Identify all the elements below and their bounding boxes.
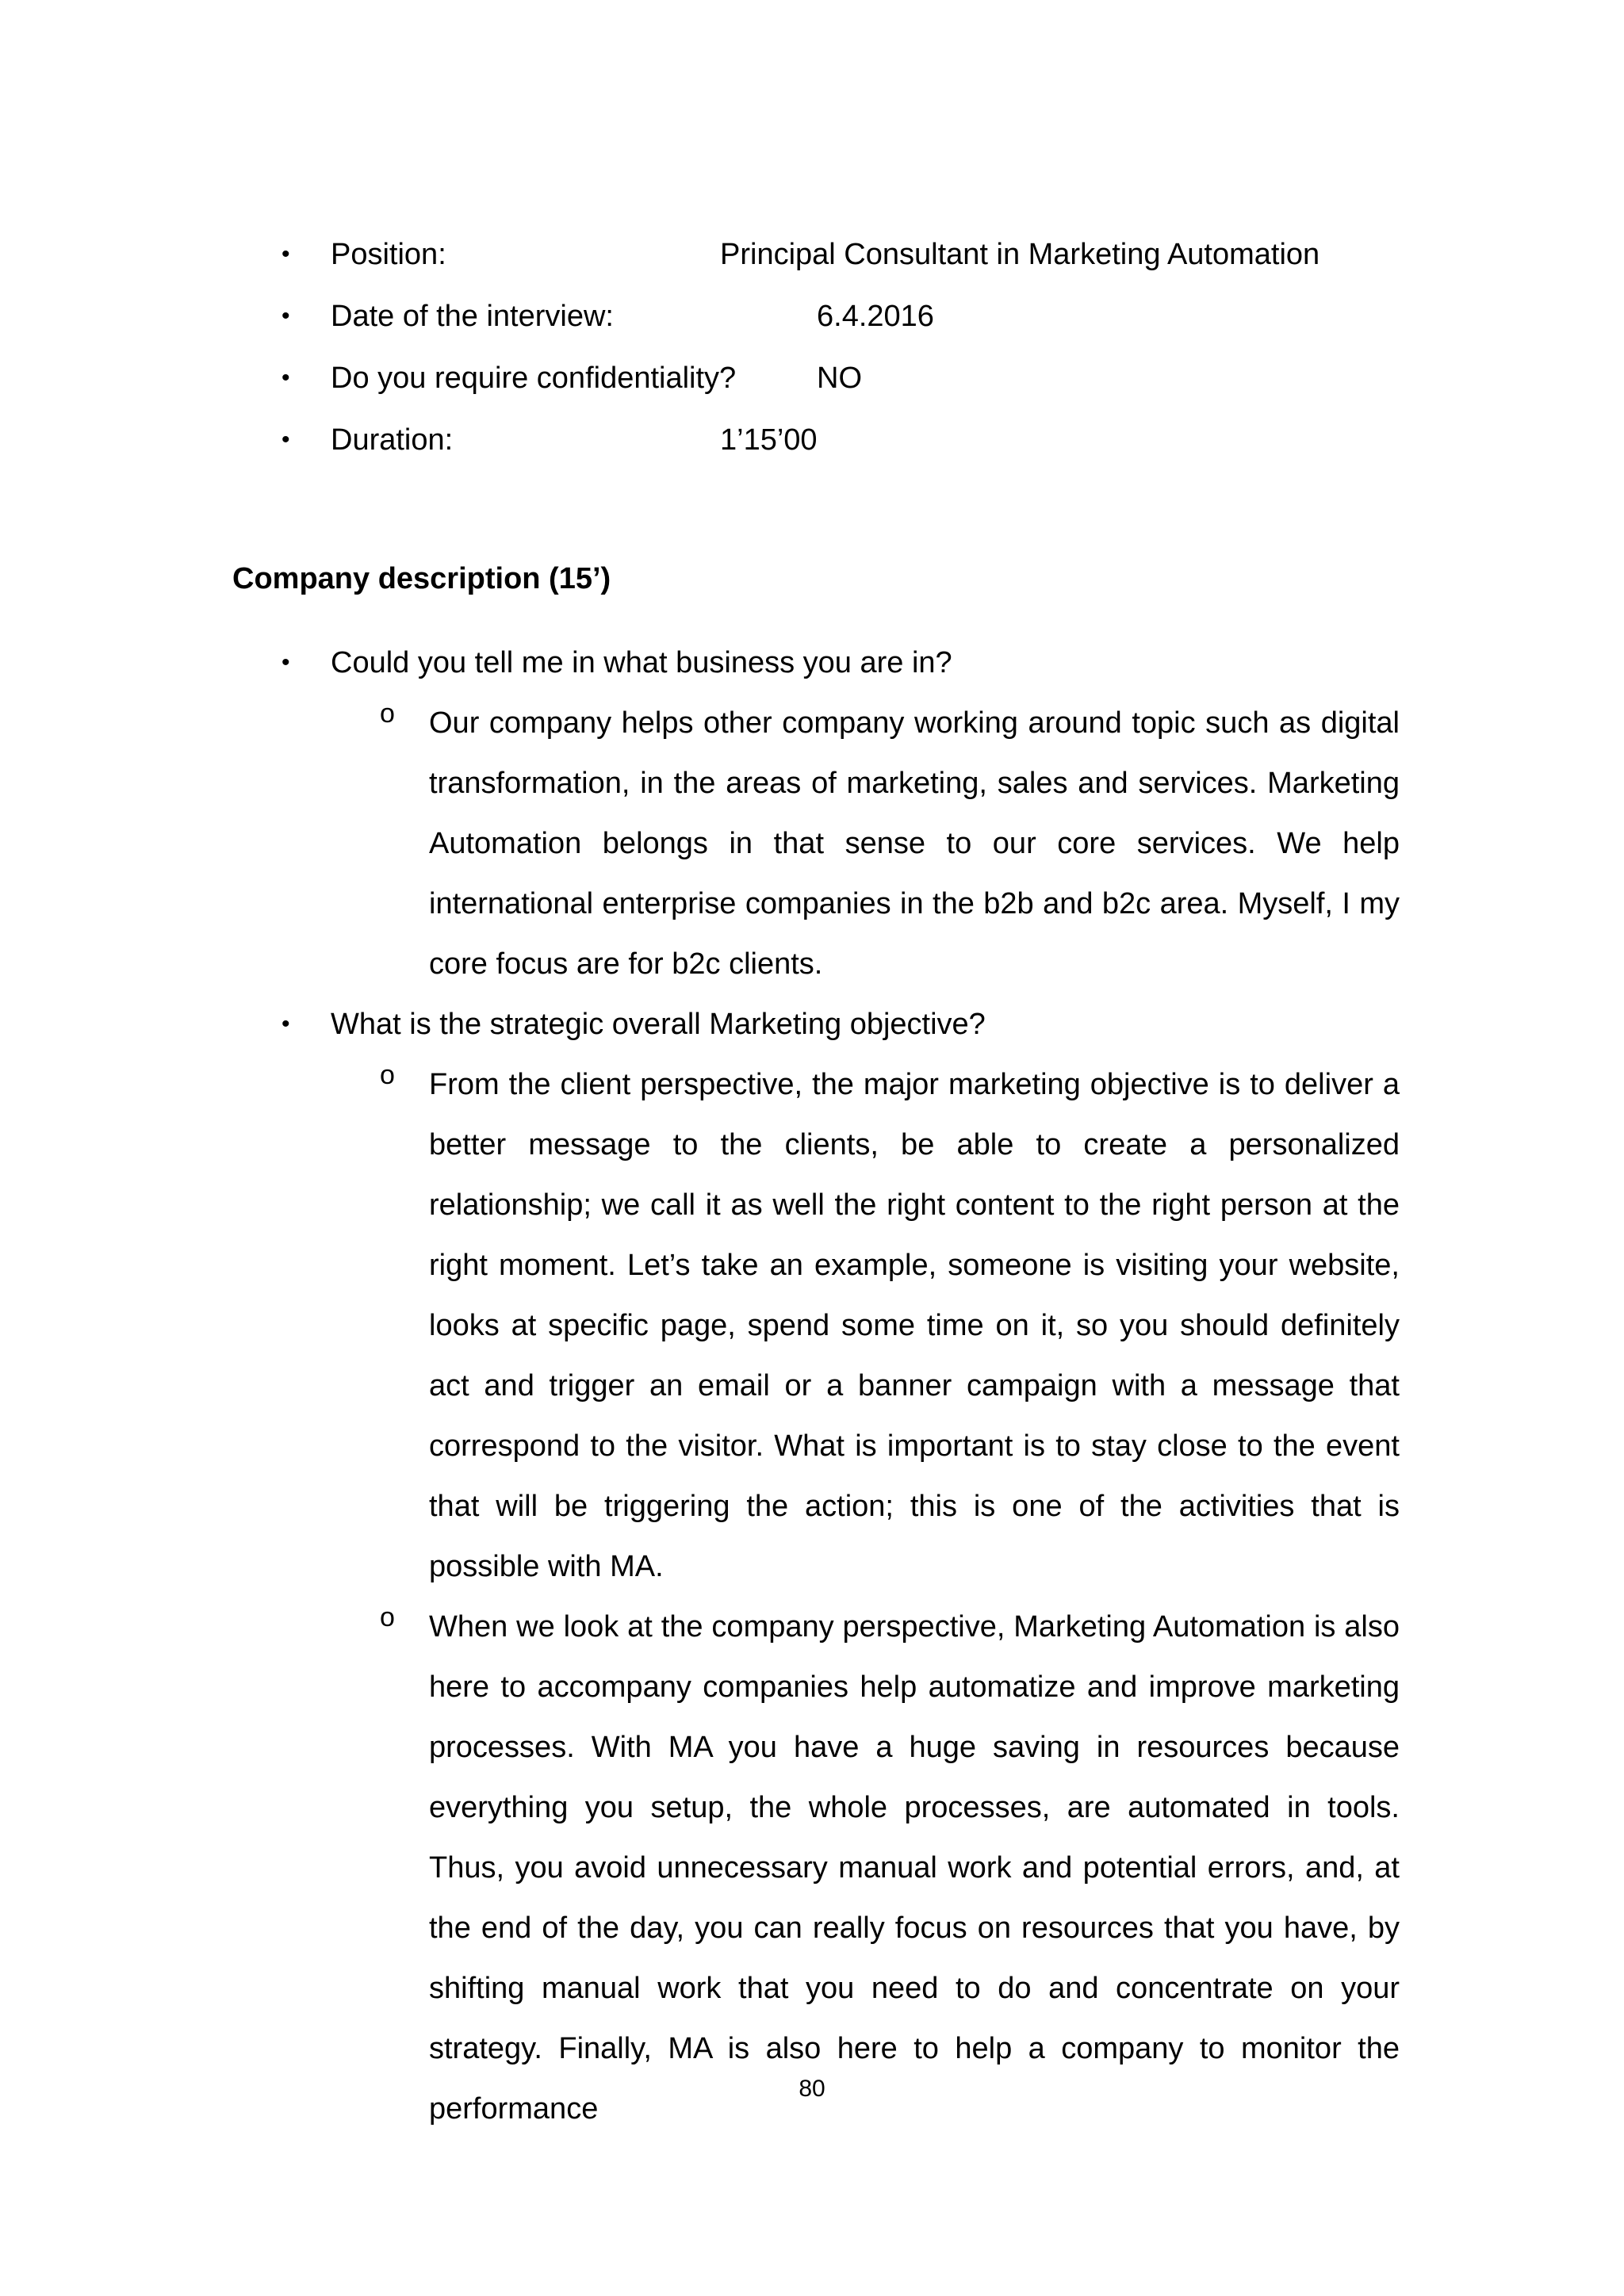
page-number: 80 — [799, 2076, 825, 2102]
answer-text: When we look at the company perspective, Marketing Automation is also here to accompany companies help automatize and improve marketing processes. With MA you have a huge saving in resources because everything you setup, the whole processes, are automated in tools. Thus, you avoid unnecessary manual work and potential errors, and, at the end of the day, you can really focus on resources that you have, by shifting manual work that you need to do and concentrate on your strategy. Finally, MA is also here to help a company to monitor the performance — [429, 1610, 1400, 2126]
question-block-2 — [282, 1004, 1400, 2139]
sub-bullet-mark: o — [380, 698, 395, 729]
answer-item — [380, 693, 1400, 994]
meta-label: Do you require confidentiality? — [331, 362, 737, 395]
bullet-mark: • — [282, 427, 290, 453]
meta-label: Position: — [331, 238, 446, 271]
answer-item — [380, 1054, 1400, 1597]
meta-item-confidentiality — [282, 358, 1471, 419]
sub-bullet-mark: o — [380, 1060, 395, 1090]
question-block-1 — [282, 642, 1400, 994]
answer-text: From the client perspective, the major marketing objective is to deliver a better message to the clients, be able to create a personalized relationship; we call it as well the right content to the right person at the right moment. Let’s take an example, someone is visiting your website, looks at specific page, spend some time on it, so you should definitely act and trigger an email or a banner campaign with a message that correspond to the visitor. What is important is to stay close to the event that will be triggering the action; this is one of the activities that is possible with MA. — [429, 1068, 1400, 1583]
meta-value: NO — [817, 362, 862, 395]
question-text: Could you tell me in what business you are in? — [331, 646, 952, 679]
meta-item-date — [282, 296, 1471, 358]
meta-item-position — [282, 234, 1471, 296]
meta-value: Principal Consultant in Marketing Automation — [720, 238, 1320, 271]
interview-meta-list — [282, 234, 1471, 481]
bullet-mark: • — [282, 365, 290, 391]
bullet-mark: • — [282, 241, 290, 267]
meta-label: Duration: — [331, 423, 454, 457]
answer-text: Our company helps other company working around topic such as digital transformation, in the areas of marketing, sales and services. Marketing Automation belongs in that sense to our core services. We help international enterprise companies in the b2b and b2c area. Myself, I my core focus are for b2c clients. — [429, 706, 1400, 981]
bullet-mark: • — [282, 649, 290, 675]
meta-label: Date of the interview: — [331, 300, 614, 333]
bullet-mark: • — [282, 303, 290, 329]
meta-value: 6.4.2016 — [817, 300, 934, 333]
answer-item — [380, 1597, 1400, 2139]
section-heading: Company description (15’) — [232, 562, 611, 595]
bullet-mark: • — [282, 1011, 290, 1037]
meta-value: 1’15’00 — [720, 423, 818, 457]
sub-bullet-mark: o — [380, 1602, 395, 1632]
question-text: What is the strategic overall Marketing objective? — [331, 1008, 986, 1041]
meta-item-duration — [282, 419, 1471, 481]
